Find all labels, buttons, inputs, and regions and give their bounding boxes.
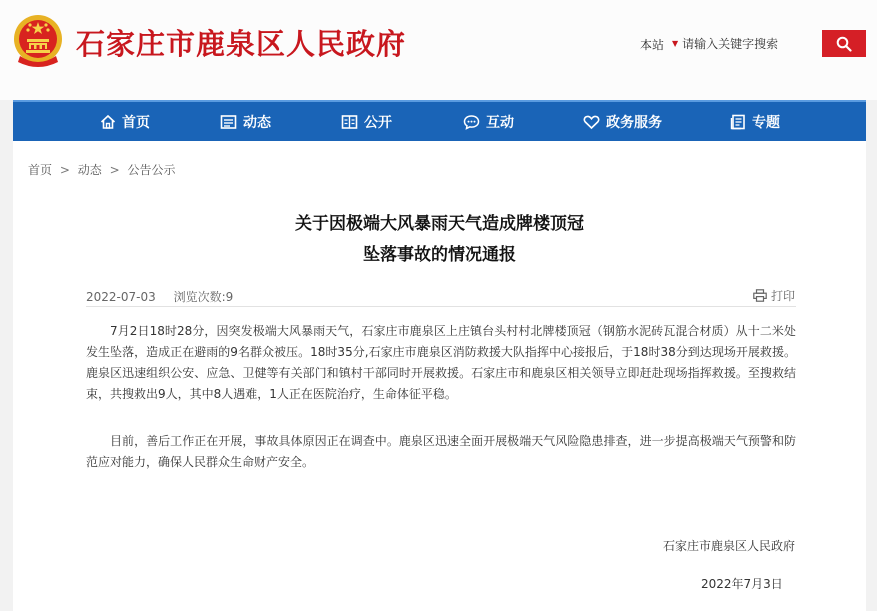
news-icon <box>220 114 237 130</box>
view-count: 浏览次数:9 <box>173 290 234 304</box>
signature-org: 石家庄市鹿泉区人民政府 <box>663 539 796 553</box>
breadcrumb-separator: > <box>109 163 120 177</box>
article-title-line-1: 关于因极端大风暴雨天气造成牌楼顶冠 <box>295 214 584 234</box>
signature-date: 2022年7月3日 <box>701 577 783 591</box>
site-header <box>0 0 877 100</box>
publish-date: 2022-07-03 <box>86 290 156 304</box>
search-button[interactable] <box>822 30 866 57</box>
nav-item-news[interactable]: 动态 <box>220 102 271 141</box>
site-title[interactable]: 石家庄市鹿泉区人民政府 <box>76 27 407 61</box>
breadcrumb <box>28 161 175 178</box>
meta-divider <box>86 306 796 307</box>
nav-item-topics[interactable]: 专题 <box>730 102 780 141</box>
nav-item-services[interactable]: 政务服务 <box>583 102 662 141</box>
breadcrumb-item-news[interactable]: 动态 <box>77 163 102 177</box>
home-icon <box>100 114 116 130</box>
caret-down-icon: ▼ <box>672 38 679 48</box>
main-nav <box>13 100 866 141</box>
article-paragraph-1: 7月2日18时28分，因突发极端大风暴雨天气，石家庄市鹿泉区上庄镇台头村村北牌楼顶冠（钢筋水泥砖瓦混合材质）从十二米处发生坠落，造成正在避雨的9名群众被压。18时35分,石家庄市鹿泉区消防救援大队指挥中心接报后，于18时38分到达现场开展救援。鹿泉区迅速组织公安、应急、卫健等有关部门和镇村干部同时开展救援。石家庄市和鹿泉区相关领导立即赶赴现场指挥救援。至搜救结束，共搜救出9人，其中8人遇难，1人正在医院治疗，生命体征平稳。 <box>86 324 796 401</box>
article-meta <box>86 288 233 305</box>
nav-item-open[interactable]: 公开 <box>341 102 392 141</box>
nav-item-home[interactable]: 首页 <box>100 102 150 141</box>
article-title-line-2: 坠落事故的情况通报 <box>363 245 516 265</box>
book-icon <box>341 114 358 130</box>
search-scope-label[interactable]: 本站 <box>640 38 665 52</box>
document-icon <box>730 114 746 130</box>
breadcrumb-separator: > <box>59 163 70 177</box>
search-icon <box>836 36 852 52</box>
print-button[interactable]: 打印 <box>753 287 795 304</box>
article-panel <box>13 141 866 611</box>
nav-item-interact[interactable]: 互动 <box>463 102 514 141</box>
heart-icon <box>583 114 600 130</box>
printer-icon <box>753 289 767 302</box>
search-placeholder: 请输入关键字搜索 <box>682 36 779 51</box>
chat-icon <box>463 114 480 130</box>
article-paragraph-2: 目前，善后工作正在开展，事故具体原因正在调查中。鹿泉区迅速全面开展极端天气风险隐患排查，进一步提高极端天气预警和防范应对能力，确保人民群众生命财产安全。 <box>86 434 796 469</box>
national-emblem-icon <box>12 12 64 68</box>
search-input[interactable] <box>672 30 822 56</box>
breadcrumb-item-notices[interactable]: 公告公示 <box>127 163 176 177</box>
breadcrumb-item-home[interactable]: 首页 <box>28 163 53 177</box>
